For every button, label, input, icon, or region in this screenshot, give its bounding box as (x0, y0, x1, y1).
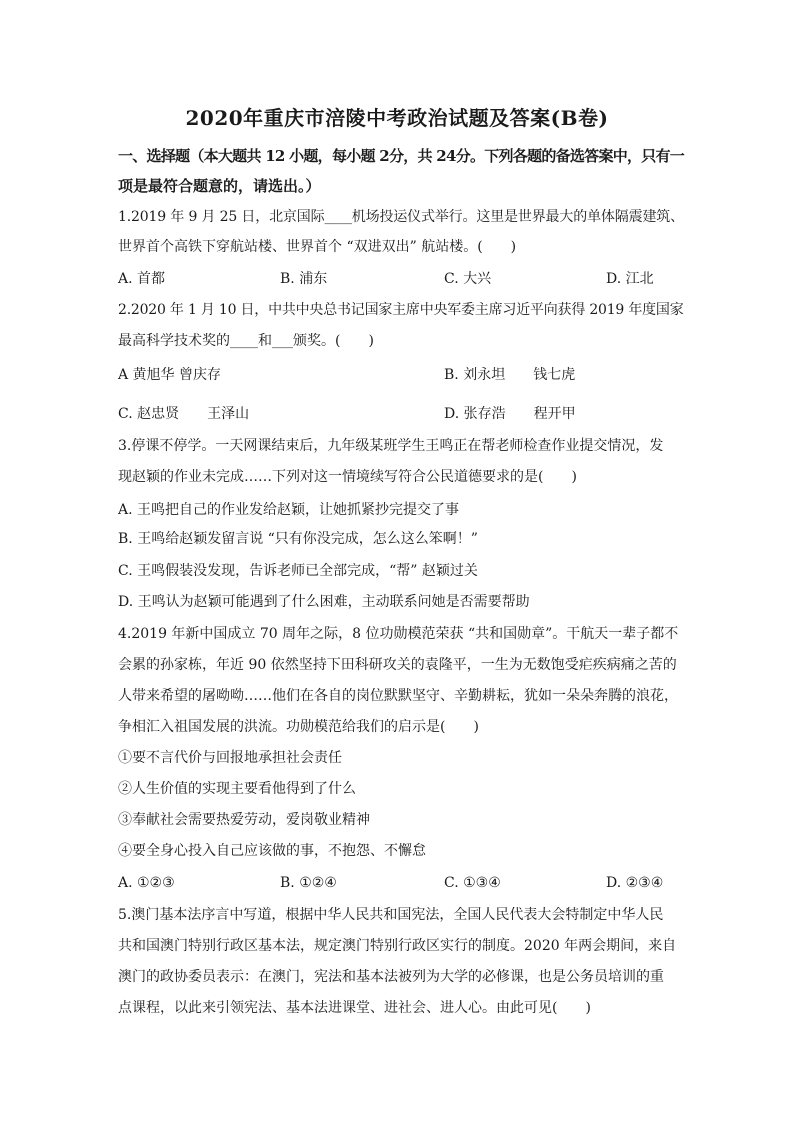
q5-stem-line2: 共和国澳门特别行政区基本法，规定澳门特别行政区实行的制度。2020 年两会期间，来自 (118, 938, 677, 954)
q1-option-c: C. 大兴 (444, 271, 492, 287)
q2-stem-line1: 2.2020 年 1 月 10 日，中共中央总书记国家主席中央军委主席习近平向获得 2019 年度国家 (118, 302, 684, 318)
section-heading-line2: 项是最符合题意的，请选出。） (118, 177, 321, 195)
q4-option-c: C. ①③④ (444, 875, 501, 891)
q1-option-d: D. 江北 (606, 271, 654, 287)
document-title: 2020年重庆市涪陵中考政治试题及答案(B卷) (185, 106, 609, 130)
q5-stem-line1: 5.澳门基本法序言中写道，根据中华人民共和国宪法，全国人民代表大会特制定中华人民 (118, 907, 664, 923)
q4-statement-2: ②人生价值的实现主要看他得到了什么 (118, 781, 356, 797)
q3-option-d: D. 王鸣认为赵颖可能遇到了什么困难，主动联系问她是否需要帮助 (118, 594, 530, 610)
q2-stem-line2: 最高科学技术奖的____和___颁奖。( ) (118, 333, 374, 349)
q2-option-a: A 黄旭华 曾庆存 (118, 367, 222, 383)
q3-option-a: A. 王鸣把自己的作业发给赵颖，让她抓紧抄完提交了事 (118, 502, 460, 518)
section-heading-line1: 一、选择题（本大题共 12 小题，每小题 2分，共 24分。下列各题的备选答案中，只有一 (118, 147, 685, 165)
q1-option-a: A. 首都 (118, 271, 166, 287)
q4-stem-line3: 人带来希望的屠呦呦……他们在各自的岗位默默坚守、辛勤耕耘，犹如一朵朵奔腾的浪花， (118, 688, 678, 704)
q5-stem-line4: 点课程，以此来引领宪法、基本法进课堂、进社会、进人心。由此可见( ) (118, 1000, 591, 1016)
q2-option-c: C. 赵忠贤 王泽山 (118, 406, 250, 422)
q5-stem-line3: 澳门的政协委员表示：在澳门，宪法和基本法被列为大学的必修课，也是公务员培训的重 (118, 969, 664, 985)
q4-option-a: A. ①②③ (118, 875, 175, 891)
q4-statement-4: ④要全身心投入自己应该做的事，不抱怨、不懈怠 (118, 843, 426, 859)
q3-stem-line1: 3.停课不停学。一天网课结束后，九年级某班学生王鸣正在帮老师检查作业提交情况，发 (118, 438, 664, 454)
q4-stem-line1: 4.2019 年新中国成立 70 周年之际，8 位功勋模范荣获 “共和国勋章”。干航天一辈子都不 (118, 626, 679, 642)
q4-statement-1: ①要不言代价与回报地承担社会责任 (118, 750, 342, 766)
q1-stem-line1: 1.2019 年 9 月 25 日，北京国际____机场投运仪式举行。这里是世界最大的单体隔震建筑、 (118, 209, 684, 225)
q3-option-b: B. 王鸣给赵颖发留言说 “只有你没完成，怎么这么笨啊！” (118, 531, 478, 547)
q2-option-d: D. 张存浩 程开甲 (444, 406, 576, 422)
q4-option-d: D. ②③④ (606, 875, 664, 891)
q4-stem-line4: 争相汇入祖国发展的洪流。功勋模范给我们的启示是( ) (118, 719, 479, 735)
q3-stem-line2: 现赵颖的作业未完成……下列对这一情境续写符合公民道德要求的是( ) (118, 469, 577, 485)
q1-option-b: B. 浦东 (280, 271, 328, 287)
q4-option-b: B. ①②④ (280, 875, 337, 891)
q3-option-c: C. 王鸣假装没发现，告诉老师已全部完成，“帮” 赵颖过关 (118, 563, 478, 579)
q4-stem-line2: 会累的孙家栋，年近 90 依然坚持下田科研攻关的袁隆平，一生为无数饱受疟疾病痛之苦的 (118, 657, 677, 673)
q1-stem-line2: 世界首个高铁下穿航站楼、世界首个 “双进双出” 航站楼。( ) (118, 239, 517, 255)
q4-statement-3: ③奉献社会需要热爱劳动，爱岗敬业精神 (118, 812, 370, 828)
q2-option-b: B. 刘永坦 钱七虎 (444, 367, 576, 383)
